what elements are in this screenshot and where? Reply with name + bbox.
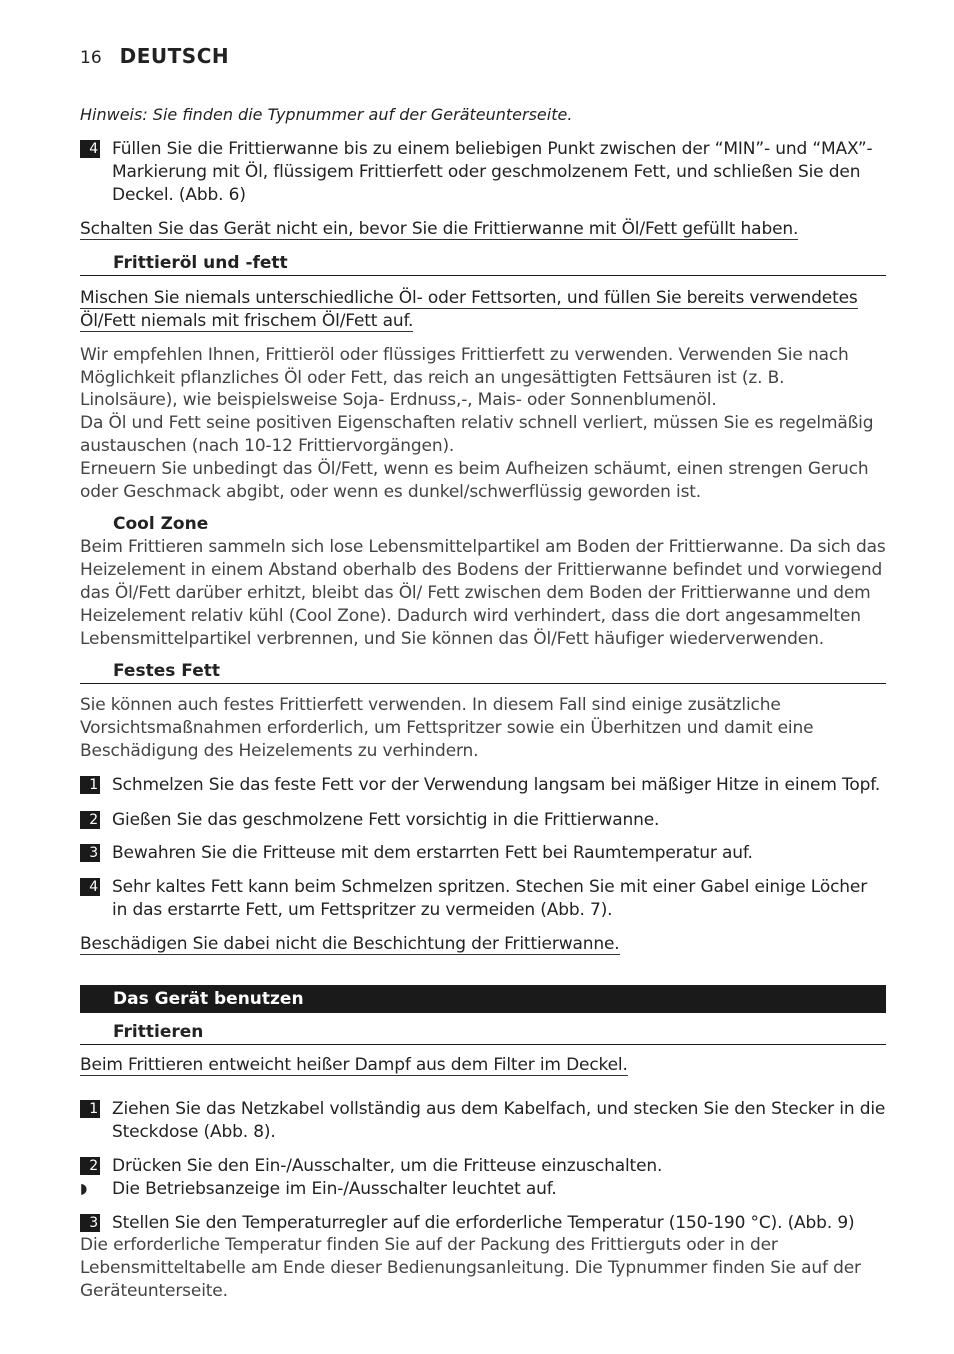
section-heading-oil: Frittieröl und -fett — [80, 252, 886, 276]
step-number: 3 — [80, 844, 100, 862]
use-step-2-result — [80, 1178, 886, 1201]
solid-fat-step-4 — [80, 876, 886, 922]
language-heading: DEUTSCH — [119, 44, 230, 68]
section-heading-frying: Frittieren — [80, 1021, 886, 1045]
temperature-paragraph: Die erforderliche Temperatur finden Sie auf der Packung des Frittierguts oder in der Lebensmitteltabelle am Ende dieser Bedienungsanleitung. Die Typnummer finden Sie auf der Geräteunterseite. — [80, 1235, 861, 1301]
solid-fat-step-1 — [80, 774, 886, 797]
step-number: 4 — [80, 878, 100, 896]
warning-text: Schalten Sie das Gerät nicht ein, bevor Sie die Frittierwanne mit Öl/Fett gefüllt haben. — [80, 219, 799, 240]
warning-mixing-oil — [80, 287, 886, 333]
step-text: Füllen Sie die Frittierwanne bis zu einem beliebigen Punkt zwischen der “MIN”- und “MAX”-Markierung mit Öl, flüssigem Frittierfett oder geschmolzenem Fett, und schließen Sie den Deckel. (Abb. 6) — [112, 139, 873, 205]
type-number-note: Hinweis: Sie finden die Typnummer auf der Geräteunterseite. — [80, 105, 573, 124]
step-text: Schmelzen Sie das feste Fett vor der Verwendung langsam bei mäßiger Hitze in einem Topf. — [112, 774, 881, 795]
section-heading-cool-zone: Cool Zone — [113, 514, 209, 535]
use-step-2 — [80, 1155, 886, 1178]
oil-paragraph-1: Wir empfehlen Ihnen, Frittieröl oder flüssiges Frittierfett zu verwenden. Verwenden Sie nach Möglichkeit pflanzliches Öl oder Fett, das reich an ungesättigten Fettsäuren ist (z. B. Linolsäure), wie beispielsweise Soja- Erdnuss,-, Mais- oder Sonnenblumenöl. — [80, 344, 849, 411]
manual-page — [80, 44, 886, 1303]
page-number: 16 — [80, 48, 102, 68]
step-text: Sehr kaltes Fett kann beim Schmelzen spritzen. Stechen Sie mit einer Gabel einige Löcher in das erstarrte Fett, um Fettspritzer zu vermeiden (Abb. 7). — [112, 877, 868, 920]
step-fill-oil — [80, 138, 886, 206]
warning-coating — [80, 933, 886, 956]
cool-zone-paragraph: Beim Frittieren sammeln sich lose Lebensmittelpartikel am Boden der Frittierwanne. Da sich das Heizelement in einem Abstand oberhalb des Bodens der Frittierwanne befindet und vorwiegend das Öl/Fett darüber erhitzt, bleibt das Öl/ Fett zwischen dem Boden der Frittierwanne und dem Heizelement relativ kühl (Cool Zone). Dadurch wird verhindert, dass die dort angesammelten Lebensmittelpartikel verbrennen, und Sie können das Öl/Fett häufiger wiederverwenden. — [80, 537, 886, 649]
step-text: Bewahren Sie die Fritteuse mit dem erstarrten Fett bei Raumtemperatur auf. — [112, 843, 753, 864]
step-number: 1 — [80, 776, 100, 794]
step-number: 1 — [80, 1100, 100, 1118]
warning-text: Beim Frittieren entweicht heißer Dampf aus dem Filter im Deckel. — [80, 1054, 628, 1075]
warning-steam — [80, 1054, 886, 1077]
use-step-1 — [80, 1098, 886, 1144]
warning-text: Beschädigen Sie dabei nicht die Beschichtung der Frittierwanne. — [80, 933, 620, 954]
step-text: Stellen Sie den Temperaturregler auf die erforderliche Temperatur (150-190 °C). (Abb. 9) — [112, 1212, 855, 1233]
step-number: 3 — [80, 1214, 100, 1232]
oil-paragraph-3: Erneuern Sie unbedingt das Öl/Fett, wenn es beim Aufheizen schäumt, einen strengen Geruch oder Geschmack abgibt, oder wenn es dunkel/schwerflüssig geworden ist. — [80, 458, 869, 502]
result-bullet-icon: ◗ — [80, 1180, 88, 1197]
warning-text: Mischen Sie niemals unterschiedliche Öl- oder Fettsorten, und füllen Sie bereits verwendetes Öl/Fett niemals mit frischem Öl/Fett auf. — [80, 288, 858, 331]
section-heading-solid-fat: Festes Fett — [80, 660, 886, 684]
result-text: Die Betriebsanzeige im Ein-/Ausschalter leuchtet auf. — [112, 1178, 557, 1199]
step-number: 2 — [80, 811, 100, 829]
solid-fat-paragraph: Sie können auch festes Frittierfett verwenden. In diesem Fall sind einige zusätzliche Vorsichtsmaßnahmen erforderlich, um Fettspritzer sowie ein Überhitzen und damit eine Beschädigung des Heizelements zu verhindern. — [80, 695, 814, 761]
step-text: Drücken Sie den Ein-/Ausschalter, um die Fritteuse einzuschalten. — [112, 1155, 663, 1176]
use-step-3 — [80, 1212, 886, 1235]
solid-fat-step-2 — [80, 809, 886, 832]
oil-paragraph-2: Da Öl und Fett seine positiven Eigenschaften relativ schnell verliert, müssen Sie es regelmäßig austauschen (nach 10-12 Frittiervorgängen). — [80, 413, 874, 456]
warning-switch-on — [80, 218, 886, 241]
step-number: 4 — [80, 140, 100, 158]
step-text: Ziehen Sie das Netzkabel vollständig aus dem Kabelfach, und stecken Sie den Stecker in die Steckdose (Abb. 8). — [112, 1099, 886, 1143]
step-text: Gießen Sie das geschmolzene Fett vorsichtig in die Frittierwanne. — [112, 809, 660, 830]
step-number: 2 — [80, 1157, 100, 1175]
page-header — [80, 44, 886, 78]
section-bar-using-appliance: Das Gerät benutzen — [80, 985, 886, 1013]
solid-fat-step-3 — [80, 842, 886, 865]
